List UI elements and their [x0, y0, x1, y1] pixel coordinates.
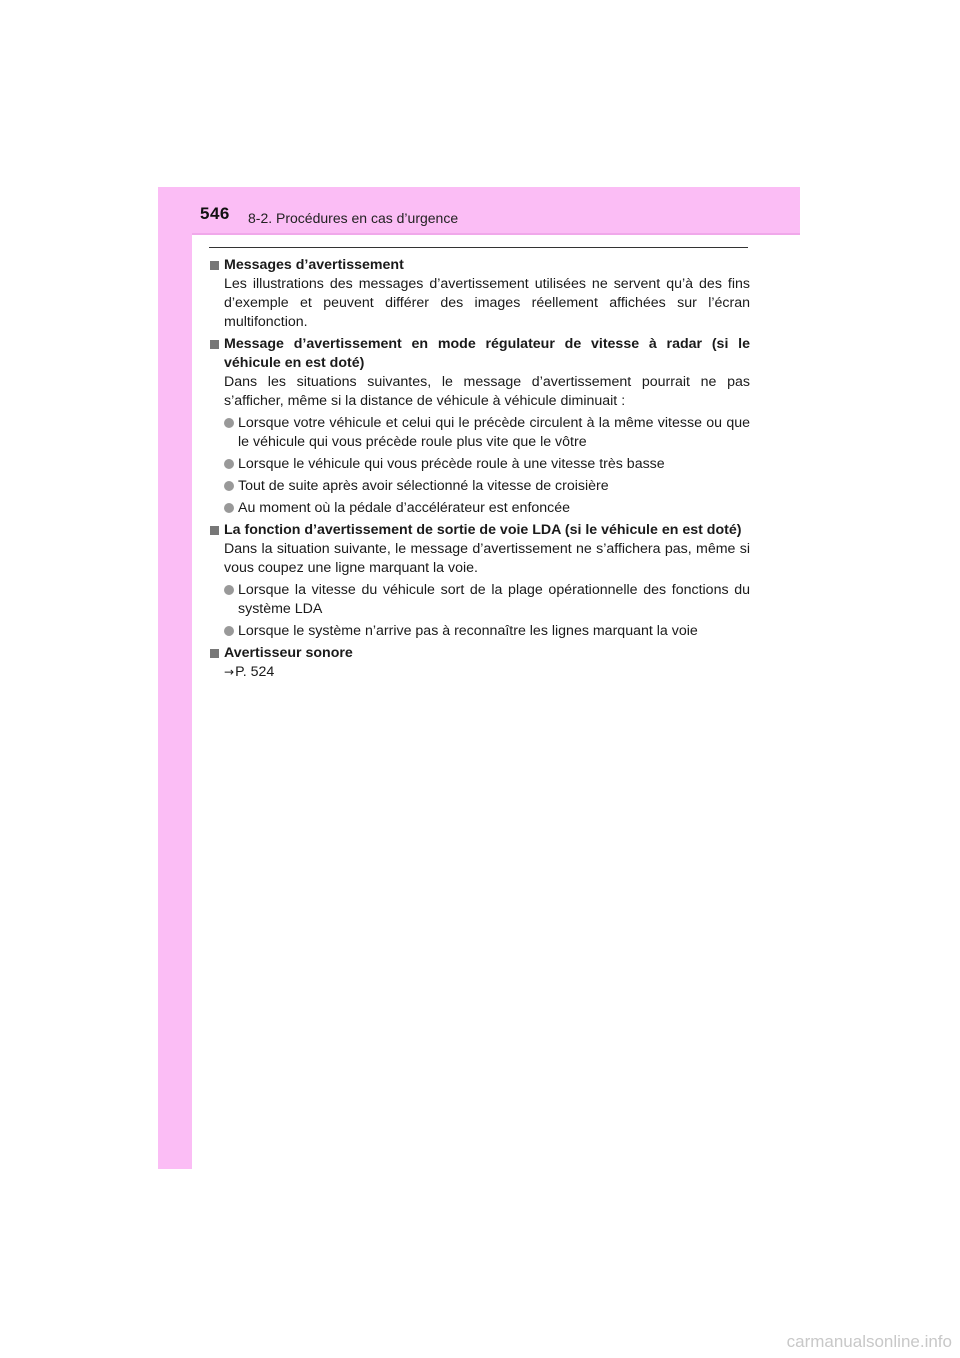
side-color-band: [158, 187, 192, 1169]
section-radar-cruise: [209, 335, 750, 518]
section-heading: Message d’avertissement en mode régulateur de vitesse à radar (si le véhicule en est doté): [224, 336, 750, 371]
round-bullet-icon: [224, 418, 234, 428]
page-number: 546: [200, 204, 230, 223]
round-bullet-icon: [224, 503, 234, 513]
section-heading: La fonction d’avertissement de sortie de voie LDA (si le véhicule en est doté): [224, 522, 742, 538]
square-bullet-icon: [210, 261, 219, 270]
divider-rule: [209, 247, 748, 248]
list-item: [224, 499, 750, 518]
header-underline: [192, 233, 800, 235]
section-paragraph: Dans la situation suivante, le message d’avertissement ne s’affichera pas, même si vous coupez une ligne marquant la voie.: [224, 541, 750, 576]
round-bullet-icon: [224, 459, 234, 469]
list-item: [224, 622, 750, 641]
list-item: [224, 581, 750, 619]
section-heading: Avertisseur sonore: [224, 645, 353, 661]
list-item: [224, 477, 750, 496]
section-lda: [209, 521, 750, 641]
section-messages: [209, 256, 750, 332]
round-bullet-icon: [224, 626, 234, 636]
list-item-text: Lorsque la vitesse du véhicule sort de la plage opérationnelle des fonctions du système LDA: [238, 582, 750, 617]
section-buzzer: [209, 644, 750, 682]
list-item-text: Tout de suite après avoir sélectionné la vitesse de croisière: [238, 478, 609, 494]
square-bullet-icon: [210, 526, 219, 535]
page-reference[interactable]: [224, 663, 750, 682]
round-bullet-icon: [224, 585, 234, 595]
section-paragraph: Les illustrations des messages d’avertissement utilisées ne servent qu’à des fins d’exemple et peuvent différer des images réellement affichées sur l’écran multifonction.: [224, 276, 750, 330]
square-bullet-icon: [210, 340, 219, 349]
list-item-text: Lorsque le système n’arrive pas à reconnaître les lignes marquant la voie: [238, 623, 698, 639]
list-item: [224, 414, 750, 452]
list-item-text: Lorsque votre véhicule et celui qui le précède circulent à la même vitesse ou que le véhicule qui vous précède roule plus vite que le vôtre: [238, 415, 750, 450]
arrow-right-icon: →: [224, 665, 235, 679]
section-paragraph: Dans les situations suivantes, le message d’avertissement pourrait ne pas s’afficher, même si la distance de véhicule à véhicule diminuait :: [224, 374, 750, 409]
page-content: [209, 256, 750, 685]
list-item-text: Lorsque le véhicule qui vous précède roule à une vitesse très basse: [238, 456, 665, 472]
section-title: 8-2. Procédures en cas d’urgence: [248, 210, 459, 226]
list-item: [224, 455, 750, 474]
page-reference-link[interactable]: P. 524: [235, 664, 275, 680]
round-bullet-icon: [224, 481, 234, 491]
square-bullet-icon: [210, 649, 219, 658]
section-heading: Messages d’avertissement: [224, 257, 404, 273]
list-item-text: Au moment où la pédale d’accélérateur est enfoncée: [238, 500, 571, 516]
watermark: carmanualsonline.info: [786, 1332, 952, 1351]
